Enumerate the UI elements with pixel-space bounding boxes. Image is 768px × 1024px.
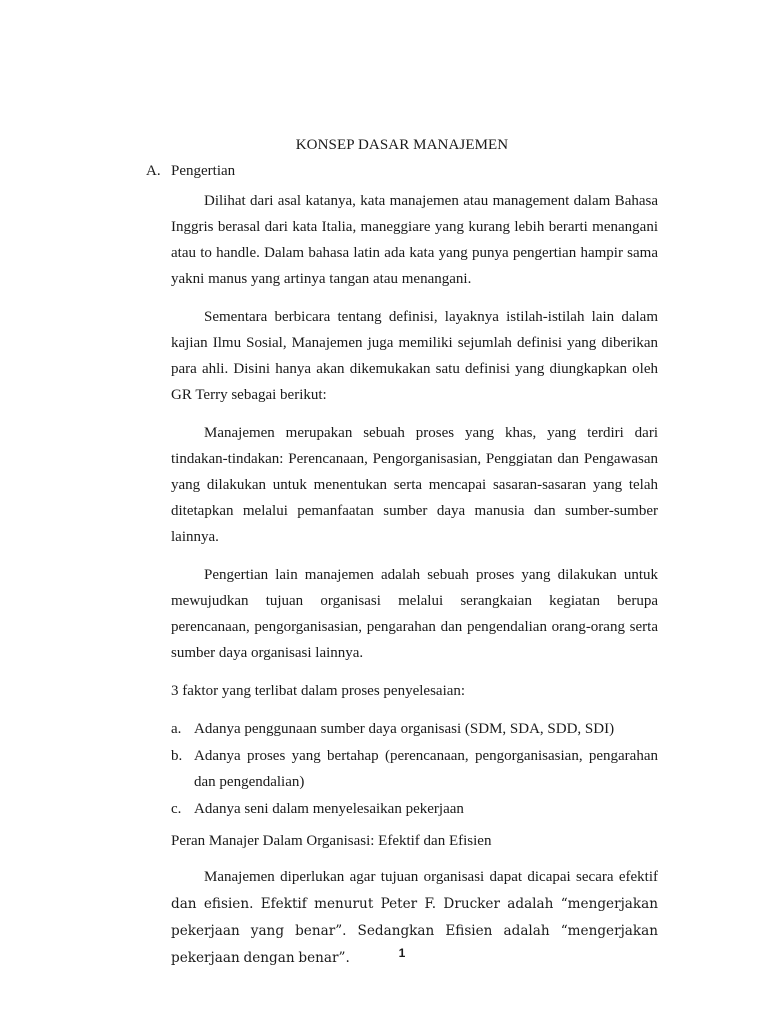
page-number: 1 (398, 946, 406, 960)
paragraph-definition-intro: Sementara berbicara tentang definisi, layaknya istilah-istilah lain dalam kajian Ilmu Sosial, Manajemen juga memiliki sejumlah definisi yang diberikan para ahli. Disini hanya akan dikemukakan satu definisi yang diungkapkan oleh GR Terry sebagai berikut: (171, 309, 658, 403)
list-item (171, 716, 658, 742)
document-body (171, 188, 658, 984)
section-title: Pengertian (171, 163, 236, 179)
list-marker: b. (171, 748, 183, 764)
factors-intro: 3 faktor yang terlibat dalam proses penyelesaian: (171, 683, 466, 699)
paragraph-terry-definition: Manajemen merupakan sebuah proses yang khas, yang terdiri dari tindakan-tindakan: Perencanaan, Pengorganisasian, Penggiatan dan Pengawasan yang dilakukan untuk menentukan serta mencapai sasaran-sasaran yang telah ditetapkan melalui pemanfaatan sumber daya manusia dan sumber-sumber lainnya. (171, 425, 658, 545)
section-number: A. (146, 163, 161, 179)
list-item-text: Adanya proses yang bertahap (perencanaan, pengorganisasian, pengarahan dan pengendalian) (194, 748, 658, 790)
paragraph-other-definition: Pengertian lain manajemen adalah sebuah proses yang dilakukan untuk mewujudkan tujuan organisasi melalui serangkaian kegiatan berupa perencanaan, pengorganisasian, pengarahan dan pengendalian orang-orang serta sumber daya organisasi lainnya. (171, 567, 658, 661)
paragraph-etymology: Dilihat dari asal katanya, kata manajemen atau management dalam Bahasa Inggris berasal dari kata Italia, maneggiare yang kurang lebih berarti menangani atau to handle. Dalam bahasa latin ada kata yang punya pengertian hampir sama yakni manus yang artinya tangan atau menangani. (171, 193, 658, 287)
list-marker: c. (171, 801, 182, 817)
list-item-text: Adanya seni dalam menyelesaikan pekerjaan (194, 801, 464, 817)
paragraph-rest: dan efisien. Efektif menurut Peter F. Drucker adalah “mengerjakan pekerjaan yang benar”. Sedangkan Efisien adalah “mengerjakan pekerjaan dengan benar”. (171, 896, 658, 966)
list-item (171, 796, 658, 822)
document-title: KONSEP DASAR MANAJEMEN (295, 137, 509, 153)
factors-list (171, 716, 658, 822)
section-heading (146, 163, 235, 180)
list-item-text: Adanya penggunaan sumber daya organisasi (SDM, SDA, SDD, SDI) (194, 721, 615, 737)
paragraph-lead: Manajemen diperlukan agar tujuan organisasi dapat dicapai secara efektif (204, 869, 658, 885)
list-item (171, 743, 658, 795)
subheading-manager-role: Peran Manajer Dalam Organisasi: Efektif dan Efisien (171, 833, 492, 849)
list-marker: a. (171, 721, 182, 737)
